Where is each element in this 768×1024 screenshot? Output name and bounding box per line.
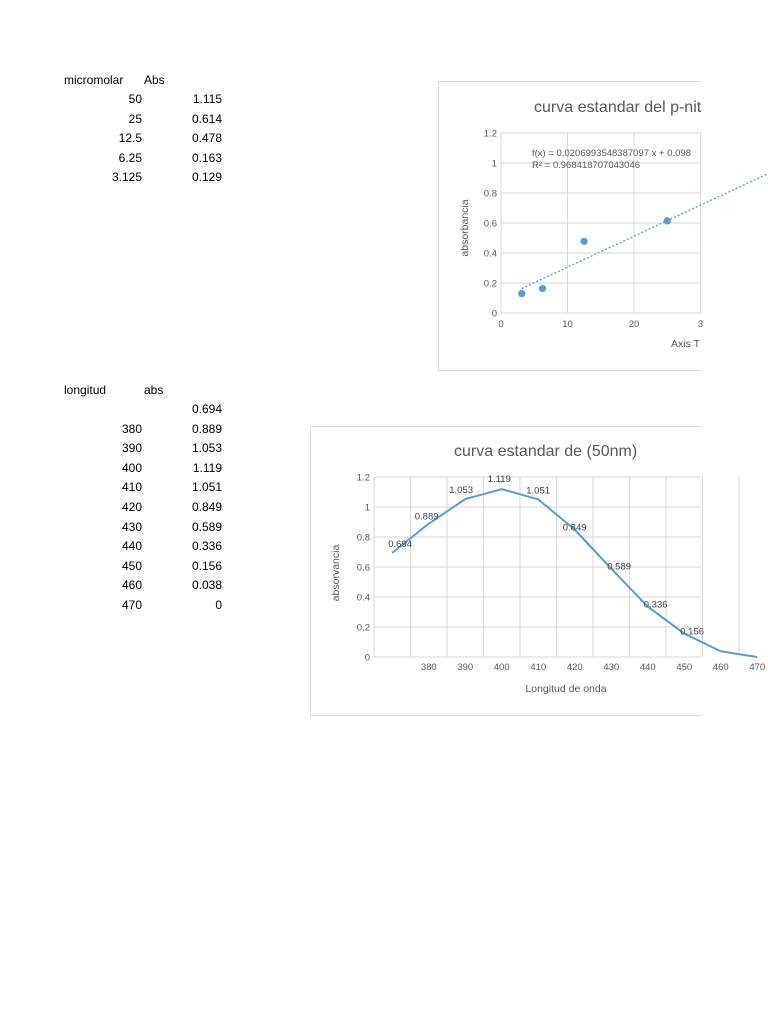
- x-tick-label: 20: [628, 319, 640, 330]
- table1-cell-y[interactable]: 0.129: [191, 170, 222, 185]
- table2-cell-x[interactable]: 450: [121, 558, 142, 573]
- y-axis-label: absorvancia: [330, 544, 342, 602]
- table2-cell-x[interactable]: 400: [121, 460, 142, 475]
- x-tick-label: 0: [498, 319, 504, 330]
- table1-cell-y[interactable]: 0.163: [191, 150, 222, 165]
- data-label: 0.589: [607, 561, 632, 573]
- data-label: 0.694: [388, 538, 413, 550]
- x-tick-label: 460: [712, 662, 729, 673]
- y-tick-label: 1.2: [483, 128, 497, 140]
- data-label: 1.119: [487, 474, 511, 486]
- table1-cell-x[interactable]: 50: [128, 92, 142, 106]
- table2-cell-x[interactable]: 420: [121, 500, 142, 514]
- table1-cell-y[interactable]: 0.478: [191, 131, 222, 146]
- chart-scatter-p-nit[interactable]: [438, 81, 704, 371]
- scatter-chart-svg: [439, 82, 704, 370]
- table1-cell-x[interactable]: 12.5: [118, 131, 142, 146]
- table2-cell-x[interactable]: 440: [121, 539, 142, 554]
- x-axis-label: Axis T: [671, 338, 700, 350]
- table2-cell-x[interactable]: 390: [121, 441, 142, 456]
- y-tick-label: 0.2: [356, 622, 370, 634]
- x-tick-label: 430: [603, 662, 620, 673]
- trendline: [522, 174, 767, 288]
- y-tick-label: 0.6: [356, 562, 370, 574]
- table2-cell-y[interactable]: 0.849: [191, 500, 222, 514]
- data-label: 0.156: [680, 626, 705, 638]
- y-tick-label: 0.4: [356, 592, 370, 604]
- table1-cell-x[interactable]: 6.25: [118, 150, 142, 165]
- table2-cell-x[interactable]: 430: [121, 519, 142, 534]
- data-label: 0.849: [562, 522, 587, 534]
- table2-cell-y[interactable]: 1.119: [192, 460, 222, 475]
- x-axis-label: Longitud de onda: [525, 683, 607, 695]
- chart-line-50nm[interactable]: [310, 426, 766, 716]
- table1-cell-x[interactable]: 3.125: [111, 170, 142, 185]
- table2-cell-x[interactable]: 380: [121, 421, 142, 436]
- header-micromolar[interactable]: micromolar: [64, 73, 124, 87]
- x-tick-label: 450: [676, 662, 693, 673]
- table1-cell-y[interactable]: 0.614: [191, 111, 222, 126]
- chart-title: curva estandar del p-nit: [534, 99, 702, 116]
- data-point: [581, 238, 588, 245]
- data-label: 0.336: [643, 599, 668, 611]
- data-label: 0.889: [414, 511, 439, 523]
- y-tick-label: 1: [491, 158, 497, 170]
- y-tick-label: 0.6: [483, 218, 497, 230]
- table2-cell-y[interactable]: 0.589: [191, 519, 222, 534]
- table2-cell-x[interactable]: 410: [121, 480, 142, 495]
- y-axis-label: absorbancia: [459, 199, 471, 257]
- table2-cell-x[interactable]: 470: [121, 598, 142, 612]
- line-chart-svg: [311, 427, 766, 715]
- data-point: [518, 290, 525, 297]
- x-tick-label: 410: [530, 662, 547, 673]
- chart-title: curva estandar de (50nm): [454, 443, 638, 460]
- trendline-r2: R² = 0.968418707043046: [532, 160, 641, 171]
- y-tick-label: 0.2: [483, 278, 497, 290]
- table2-cell-y[interactable]: 0.336: [191, 539, 222, 554]
- y-tick-label: 1: [364, 502, 370, 514]
- data-label: 1.053: [449, 485, 474, 497]
- data-point: [539, 285, 546, 292]
- trendline-equation: f(x) = 0.0206993548387097 x + 0.098: [532, 148, 691, 159]
- table2-cell-y[interactable]: 1.051: [191, 480, 222, 495]
- table2-cell-y[interactable]: 0.038: [191, 578, 222, 593]
- table2-cell-y[interactable]: 0.694: [191, 402, 222, 416]
- table2-cell-x[interactable]: 460: [121, 578, 142, 593]
- x-tick-label: 10: [562, 319, 573, 330]
- y-tick-label: 0.4: [483, 248, 497, 260]
- x-tick-label: 420: [566, 662, 583, 673]
- table2-cell-y[interactable]: 1.053: [191, 441, 222, 456]
- header-longitud[interactable]: longitud: [64, 383, 107, 397]
- data-point: [664, 217, 671, 224]
- table2-cell-y[interactable]: 0: [215, 598, 222, 612]
- table2-cell-y[interactable]: 0.889: [191, 421, 222, 436]
- table2-cell-y[interactable]: 0.156: [191, 558, 222, 573]
- y-tick-label: 0.8: [356, 532, 370, 544]
- y-tick-label: 0: [364, 652, 370, 664]
- header-abs[interactable]: Abs: [144, 73, 165, 87]
- table1-cell-x[interactable]: 25: [128, 111, 142, 126]
- x-tick-label: 380: [420, 662, 437, 673]
- x-tick-label: 440: [639, 662, 656, 673]
- y-tick-label: 1.2: [356, 472, 370, 484]
- x-tick-label: 390: [457, 662, 474, 673]
- x-tick-label: 470: [749, 662, 766, 673]
- header-abs-2[interactable]: abs: [144, 383, 164, 397]
- x-tick-label: 400: [493, 662, 510, 673]
- y-tick-label: 0: [491, 308, 497, 320]
- y-tick-label: 0.8: [483, 188, 497, 200]
- table1-cell-y[interactable]: 1.115: [192, 92, 222, 106]
- data-label: 1.051: [526, 485, 551, 497]
- x-tick-label: 3: [697, 319, 704, 330]
